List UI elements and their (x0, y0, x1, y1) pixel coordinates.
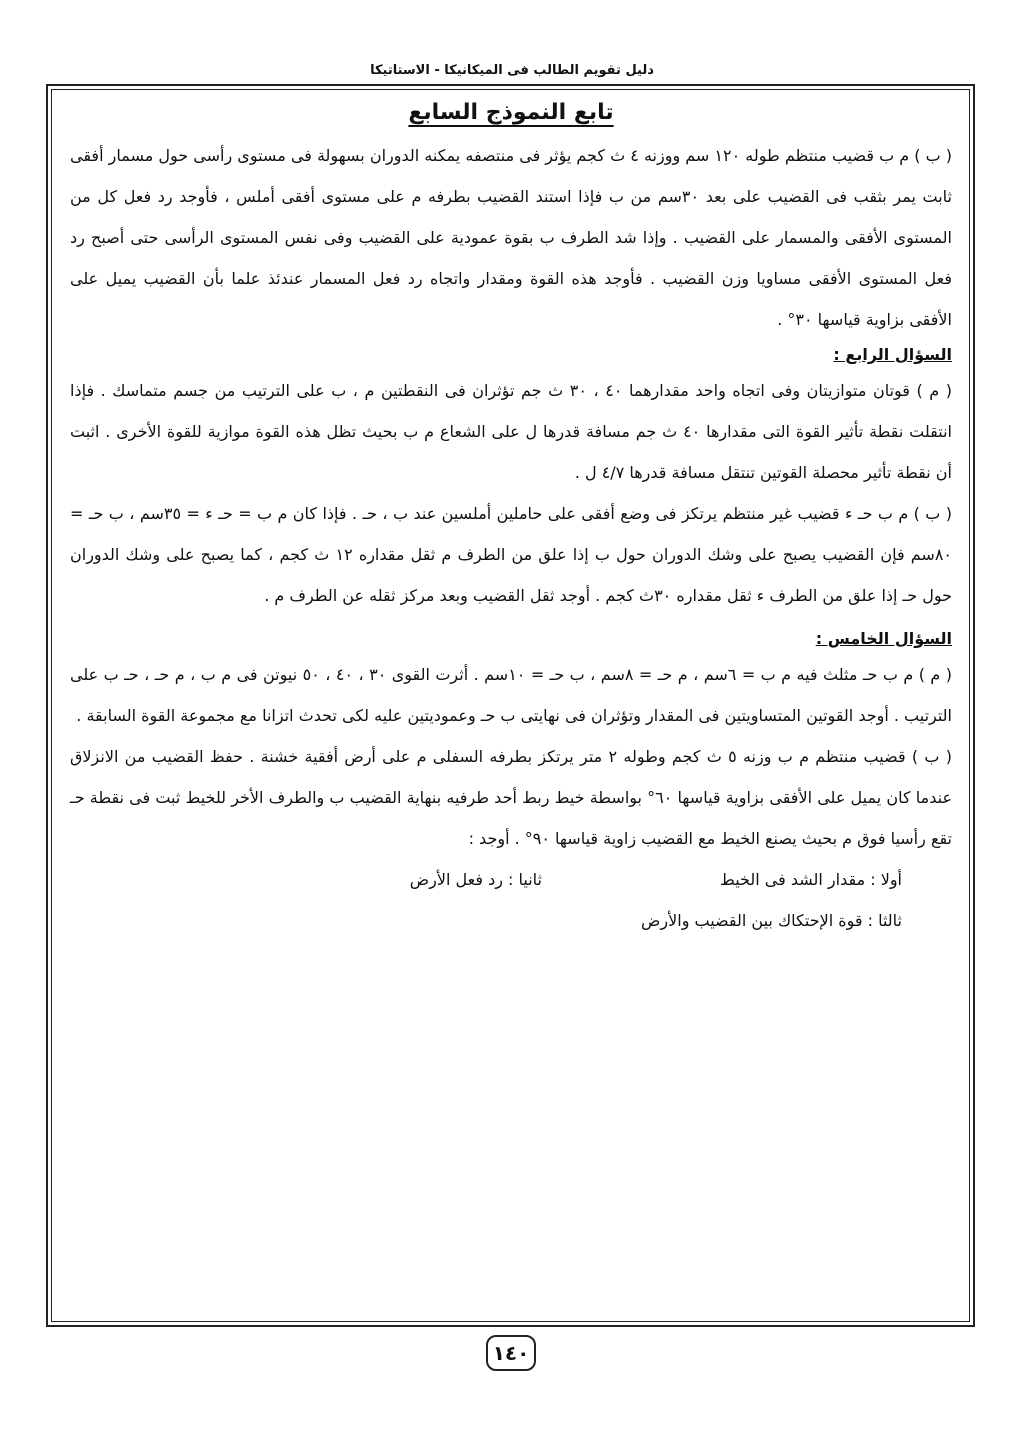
question-4b-paragraph: ( ب ) م ب حـ ء قضيب غير منتظم يرتكز فى وضع أفقى على حاملين أملسين عند ب ، حـ . فإذا كان م ب = حـ ء = ٣٥سم ، ب حـ = ٨٠سم فإن القضيب يصبح على وشك الدوران حول ب إذا علق من الطرف م ثقل مقداره ١٢ ث كجم ، كما يصبح على وشك الدوران حول حـ إذا علق من الطرف ء ثقل مقداره ٣٠ث كجم . أوجد ثقل القضيب وبعد مركز ثقله عن الطرف م . (70, 504, 952, 605)
answer-item-1: أولا : مقدار الشد فى الخيط (720, 870, 902, 889)
page-title-text: تابع النموذج السابع (408, 100, 614, 125)
question-5a-paragraph: ( م ) م ب حـ مثلث فيه م ب = ٦سم ، م حـ = ٨سم ، ب حـ = ١٠سم . أثرت القوى ٣٠ ، ٤٠ ، ٥٠ نيوتن فى م ب ، م حـ ، حـ ب على الترتيب . أوجد القوتين المتساويتين فى المقدار وتؤثران فى نهايتى ب حـ وعموديتين عليه لكى تحدث اتزانا مع مجموعة القوة السابقة . (70, 665, 952, 725)
question-4a-paragraph: ( م ) قوتان متوازيتان وفى اتجاه واحد مقدارهما ٤٠ ، ٣٠ ث جم تؤثران فى النقطتين م ، ب على الترتيب من جسم متماسك . فإذا انتقلت نقطة تأثير القوة التى مقدارها ٤٠ ث جم مسافة قدرها ل على الشعاع م ب بحيث تظل هذه القوة موازية للقوة الأخرى . اثبت أن نقطة تأثير محصلة القوتين تنتقل مسافة قدرها ٤/٧ ل . (70, 381, 952, 482)
answer-item-2: ثانيا : رد فعل الأرض (409, 870, 542, 889)
answer-row-2 (70, 900, 902, 941)
answer-item-3: ثالثا : قوة الإحتكاك بين القضيب والأرض (641, 911, 902, 930)
page-number-badge: ١٤٠ (486, 1335, 536, 1371)
answer-list (70, 859, 952, 941)
question-5-heading: السؤال الخامس : (815, 629, 952, 648)
question-4-heading: السؤال الرابع : (833, 345, 952, 364)
document-header-title: دليل تقويم الطالب فى الميكانيكا - الاستاتيكا (370, 63, 654, 78)
page-title (70, 100, 952, 125)
question-5b-paragraph: ( ب ) قضيب منتظم م ب وزنه ٥ ث كجم وطوله ٢ متر يرتكز بطرفه السفلى م على أرض أفقية خشنة . حفظ القضيب من الانزلاق عندما كان يميل على الأفقى بزاوية قياسها ٦٠° بواسطة خيط ربط أحد طرفيه بنهاية القضيب ب والطرف الأخر للخيط ثبت فى نقطة حـ تقع رأسيا فوق م بحيث يصنع الخيط مع القضيب زاوية قياسها ٩٠° . أوجد : (70, 747, 953, 848)
page-content (70, 100, 952, 941)
question-3b-paragraph: ( ب ) م ب قضيب منتظم طوله ١٢٠ سم ووزنه ٤ ث كجم يؤثر فى منتصفه يمكنه الدوران بسهولة فى مستوى رأسى حول مسمار أفقى ثابت يمر بثقب فى القضيب على بعد ٣٠سم من ب فإذا استند القضيب بطرفه م على مستوى أفقى أملس ، فأوجد رد فعل كل من المستوى الأفقى والمسمار على القضيب . وإذا شد الطرف ب بقوة عمودية على القضيب وفى نفس المستوى الرأسى حتى أصبح رد فعل المستوى الأفقى مساويا وزن القضيب . فأوجد هذه القوة ومقدار واتجاه رد فعل المسمار عندئذ علما بأن القضيب يميل على الأفقى بزاوية قياسها ٣٠° . (70, 146, 953, 329)
answer-row-1 (70, 859, 902, 900)
